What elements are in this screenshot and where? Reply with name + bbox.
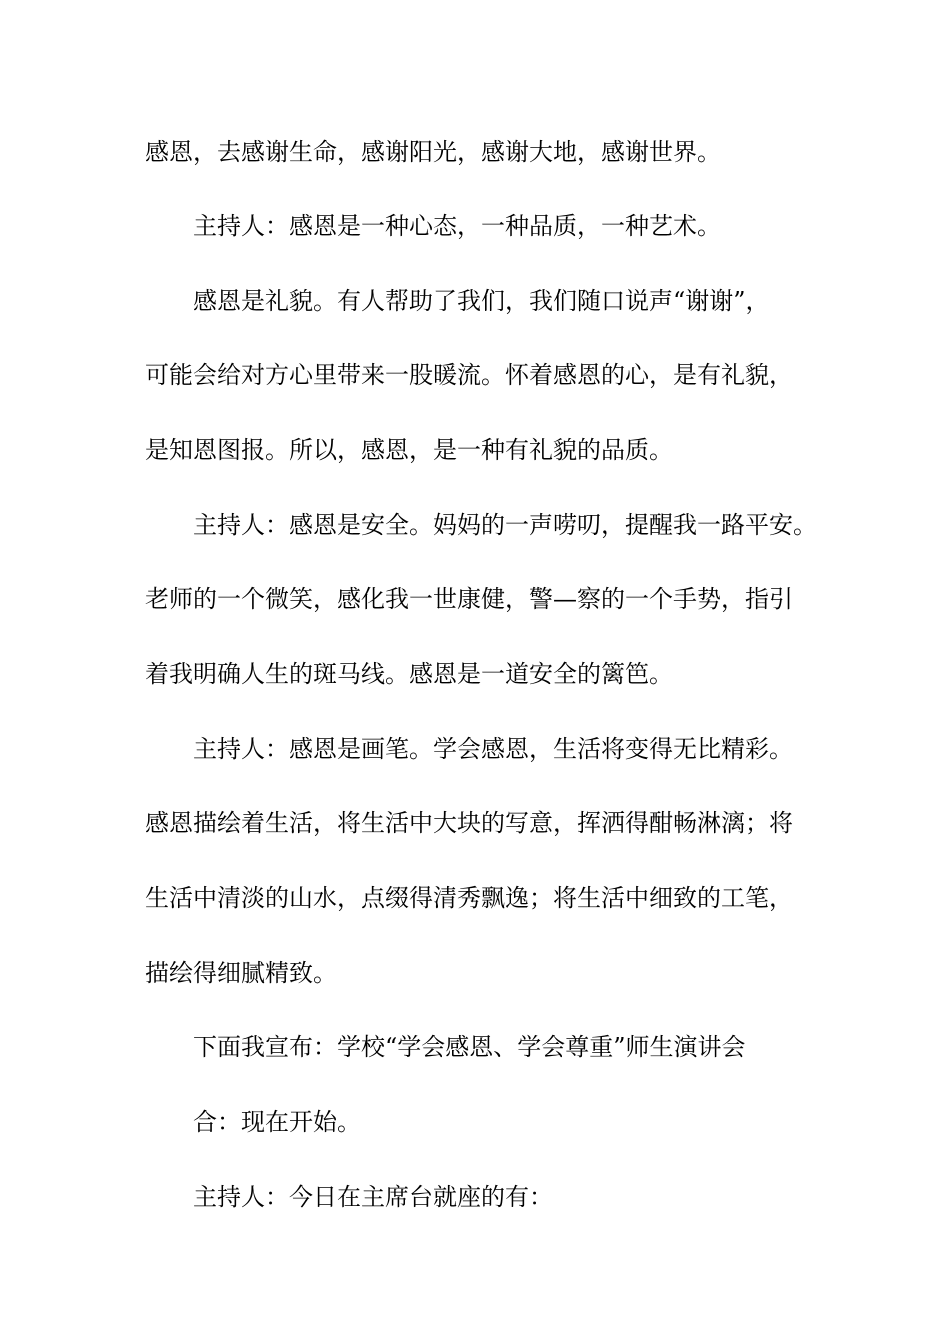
paragraph-line: 合：现在开始。	[193, 1108, 361, 1136]
paragraph-line: 可能会给对方心里带来一股暖流。怀着感恩的心，是有礼貌，	[145, 361, 793, 389]
paragraph-line: 是知恩图报。所以，感恩，是一种有礼貌的品质。	[145, 436, 673, 464]
paragraph-line: 主持人：感恩是一种心态，一种品质，一种艺术。	[193, 212, 721, 240]
paragraph-line: 老师的一个微笑，感化我一世康健，警—察的一个手势，指引	[145, 585, 793, 613]
paragraph-line: 感恩是礼貌。有人帮助了我们，我们随口说声“谢谢”，	[193, 287, 770, 315]
paragraph-line: 主持人：感恩是安全。妈妈的一声唠叨，提醒我一路平安。	[193, 511, 817, 539]
paragraph-line: 着我明确人生的斑马线。感恩是一道安全的篱笆。	[145, 660, 673, 688]
paragraph-line: 主持人：感恩是画笔。学会感恩，生活将变得无比精彩。	[193, 735, 793, 763]
paragraph-line: 感恩描绘着生活，将生活中大块的写意，挥洒得酣畅淋漓；将	[145, 809, 793, 837]
paragraph-line: 主持人：今日在主席台就座的有：	[193, 1183, 553, 1211]
paragraph-line: 生活中清淡的山水，点缀得清秀飘逸；将生活中细致的工笔，	[145, 884, 793, 912]
paragraph-line: 下面我宣布：学校“学会感恩、学会尊重”师生演讲会	[193, 1033, 746, 1061]
paragraph-line: 感恩，去感谢生命，感谢阳光，感谢大地，感谢世界。	[145, 138, 721, 166]
paragraph-line: 描绘得细腻精致。	[145, 959, 337, 987]
